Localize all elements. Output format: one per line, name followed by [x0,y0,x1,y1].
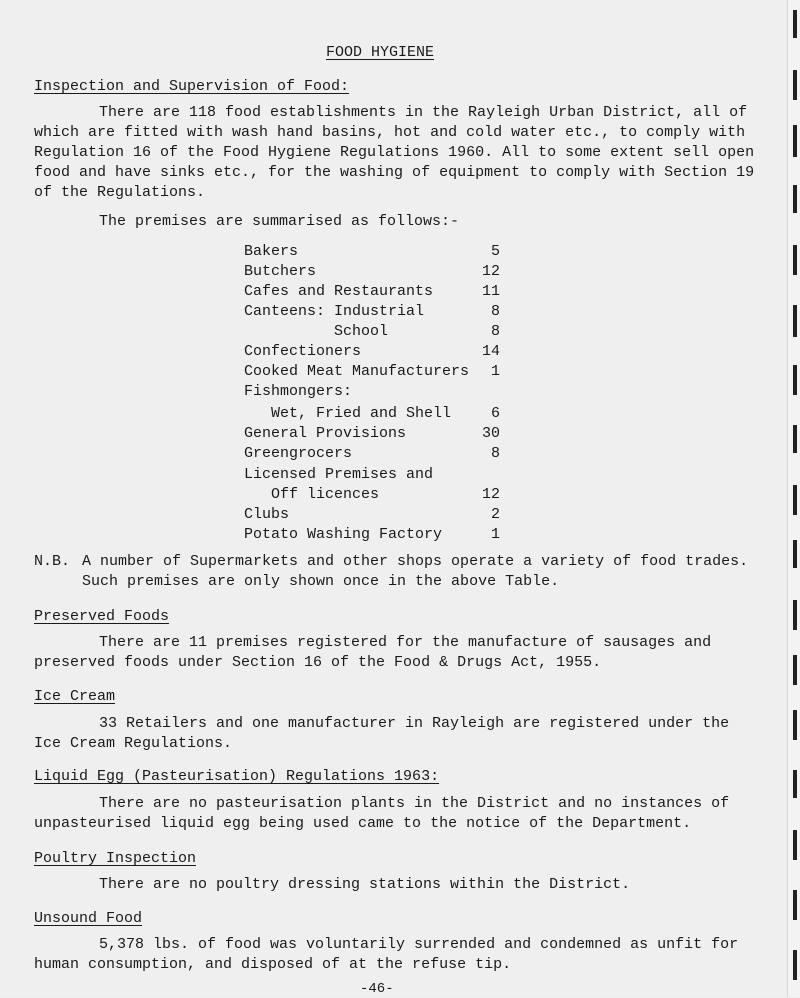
inspection-line: Regulation 16 of the Food Hygiene Regulations 1960. All to some extent sell open [34,144,755,161]
page-title: FOOD HYGIENE [326,44,435,61]
row-value: 5 [490,243,500,260]
row-value: 8 [490,323,500,340]
ice-cream-line: Ice Cream Regulations. [34,735,233,752]
inspection-line: of the Regulations. [34,184,206,201]
row-value: 6 [490,405,500,422]
liquid-egg-line: unpasteurised liquid egg being used came to the notice of the Department. [34,815,692,832]
binding-edge [787,0,800,997]
nb-line: Such premises are only shown once in the above Table. [82,573,560,590]
unsound-line: 5,378 lbs. of food was voluntarily surrended and condemned as unfit for [99,936,739,953]
row-label: Confectioners [244,343,362,360]
summary-intro: The premises are summarised as follows:- [99,213,460,230]
inspection-line: food and have sinks etc., for the washing of equipment to comply with Section 19 [34,164,755,181]
liquid-egg-line: There are no pasteurisation plants in the District and no instances of [99,795,730,812]
preserved-line: There are 11 premises registered for the manufacture of sausages and [99,634,712,651]
preserved-heading: Preserved Foods [34,608,170,625]
row-value: 14 [481,343,500,360]
row-value: 2 [490,506,500,523]
row-label: Clubs [244,506,290,523]
row-value: 8 [490,445,500,462]
row-label: Butchers [244,263,317,280]
row-value: 30 [481,425,500,442]
row-value: 1 [490,363,500,380]
inspection-line: There are 118 food establishments in the Rayleigh Urban District, all of [99,104,748,121]
row-value: 11 [481,283,500,300]
row-label: Licensed Premises and [244,466,434,483]
row-label: School [244,323,389,340]
row-label: Bakers [244,243,299,260]
row-value: 12 [481,263,500,280]
unsound-line: human consumption, and disposed of at the refuse tip. [34,956,512,973]
row-label: Cooked Meat Manufacturers [244,363,470,380]
row-value: 8 [490,303,500,320]
ice-cream-line: 33 Retailers and one manufacturer in Rayleigh are registered under the [99,715,730,732]
liquid-egg-heading: Liquid Egg (Pasteurisation) Regulations 1963: [34,768,440,785]
ice-cream-heading: Ice Cream [34,688,116,705]
inspection-line: which are fitted with wash hand basins, hot and cold water etc., to comply with [34,124,746,141]
row-label: Off licences [244,486,380,503]
row-label: Fishmongers: [244,383,353,400]
unsound-heading: Unsound Food [34,910,143,927]
poultry-line: There are no poultry dressing stations within the District. [99,876,631,893]
preserved-line: preserved foods under Section 16 of the Food & Drugs Act, 1955. [34,654,602,671]
row-label: Wet, Fried and Shell [244,405,452,422]
poultry-heading: Poultry Inspection [34,850,197,867]
nb-line: A number of Supermarkets and other shops operate a variety of food trades. [82,553,749,570]
row-label: General Provisions [244,425,407,442]
row-label: Potato Washing Factory [244,526,443,543]
inspection-heading: Inspection and Supervision of Food: [34,78,350,95]
row-value: 1 [490,526,500,543]
row-label: Greengrocers [244,445,353,462]
row-label: Canteens: Industrial [244,303,425,320]
nb-prefix: N.B. [34,553,71,570]
page-number: -46- [360,981,394,997]
row-label: Cafes and Restaurants [244,283,434,300]
row-value: 12 [481,486,500,503]
